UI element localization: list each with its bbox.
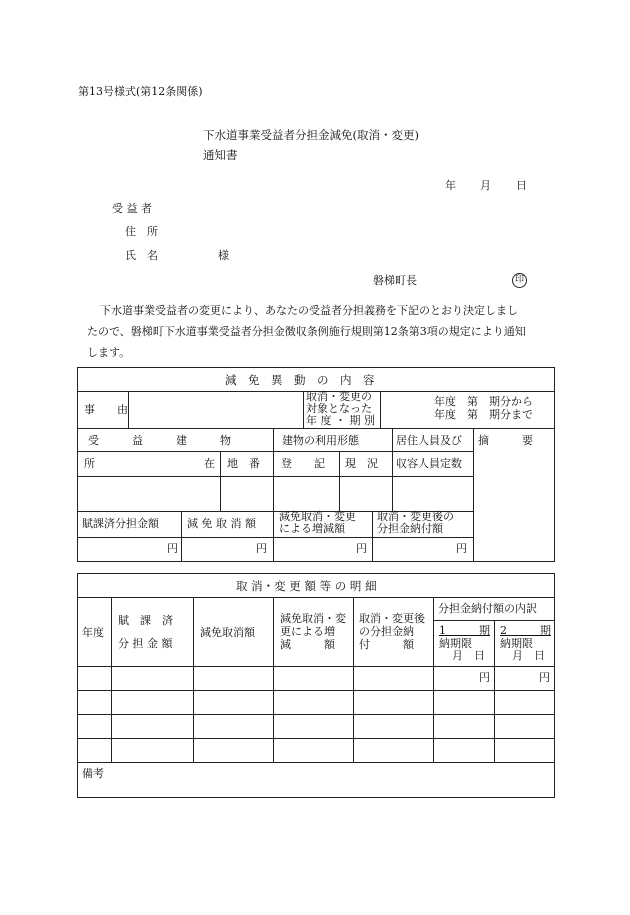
residents-label-2: 収容人員定数 [396, 457, 462, 470]
body-line-3: します。 [87, 346, 131, 359]
summary-label: 摘 要 [478, 434, 533, 447]
after-label-2-1: 取消・変更後 [359, 612, 425, 625]
property-label: 受 益 建 物 [88, 434, 231, 447]
deadline-2-label: 納期限 [500, 637, 533, 650]
remarks-label: 備考 [82, 767, 104, 780]
beneficiary-label: 受 益 者 [112, 202, 152, 215]
year-label: 年度 [82, 626, 104, 639]
period-2-label: 2 期 [500, 624, 551, 637]
after-label-2-3: 付 額 [359, 638, 414, 651]
month-day-2: 月 日 [512, 649, 545, 662]
yen-assessed: 円 [167, 542, 178, 555]
yen-after: 円 [456, 542, 467, 555]
period-from: 年度 第 期分から [434, 395, 533, 408]
after-label-1: 取消・変更後の [377, 510, 454, 523]
address-label: 住 所 [125, 225, 158, 238]
usage-label: 建物の利用形態 [282, 434, 359, 447]
target-label-3: 年 度 ・ 期 別 [306, 414, 375, 427]
exempt-label: 減 免 取 消 額 [187, 517, 256, 530]
change-label-1: 減免取消・変更 [279, 510, 356, 523]
target-label-2: 対象となった [306, 402, 372, 415]
issuer-title: 磐梯町長 [373, 274, 417, 287]
after-label-2-2: の分担金納 [359, 625, 414, 638]
period-1-label: 1 期 [439, 624, 490, 637]
date-month: 月 [480, 179, 491, 192]
yen-exempt: 円 [256, 542, 267, 555]
seal-mark: 印 [512, 273, 527, 288]
table1-heading: 減 免 異 動 の 内 容 [225, 373, 375, 387]
target-label-1: 取消・変更の [306, 390, 372, 403]
actual-label: 現 況 [345, 457, 378, 470]
assessed-label-2: 分 担 金 額 [118, 637, 173, 650]
name-label: 氏 名 [125, 249, 158, 262]
body-line-2: たので、磐梯町下水道事業受益者分担金徴収条例施行規則第12条第3項の規定により通知 [87, 325, 526, 338]
document-title: 下水道事業受益者分担金減免(取消・変更) [203, 128, 419, 142]
location-label-1: 所 [84, 457, 95, 470]
date-year: 年 [445, 179, 456, 192]
reason-label: 事 由 [84, 403, 128, 416]
assessed-label: 賦課済分担金額 [82, 517, 159, 530]
period-to: 年度 第 期分まで [434, 408, 533, 421]
breakdown-label: 分担金納付額の内訳 [438, 602, 537, 615]
exempt-label-2: 減免取消額 [200, 626, 255, 639]
form-number: 第13号様式(第12条関係) [78, 85, 203, 98]
body-line-1: 下水道事業受益者の変更により、あなたの受益者分担義務を下記のとおり決定しまし [100, 304, 518, 317]
change-label-2: による増減額 [279, 522, 345, 535]
yen-period-2: 円 [539, 671, 550, 684]
registry-label: 登 記 [281, 457, 325, 470]
after-label-2: 分担金納付額 [377, 522, 443, 535]
residents-label-1: 居住人員及び [396, 434, 462, 447]
location-label-2: 在 [204, 457, 215, 470]
deadline-1-label: 納期限 [439, 637, 472, 650]
change-label-2-2: 更による増 [280, 625, 335, 638]
honorific: 様 [218, 249, 229, 262]
date-day: 日 [516, 179, 527, 192]
yen-change: 円 [356, 542, 367, 555]
change-label-2-1: 減免取消・変 [280, 612, 346, 625]
document-subtitle: 通知書 [203, 148, 238, 162]
assessed-label-1: 賦 課 済 [118, 614, 173, 627]
yen-period-1: 円 [479, 671, 490, 684]
change-label-2-3: 減 額 [280, 638, 335, 651]
lot-label: 地 番 [227, 457, 260, 470]
month-day-1: 月 日 [452, 649, 485, 662]
table2-heading: 取 消・変 更 額 等 の 明 細 [236, 579, 377, 593]
